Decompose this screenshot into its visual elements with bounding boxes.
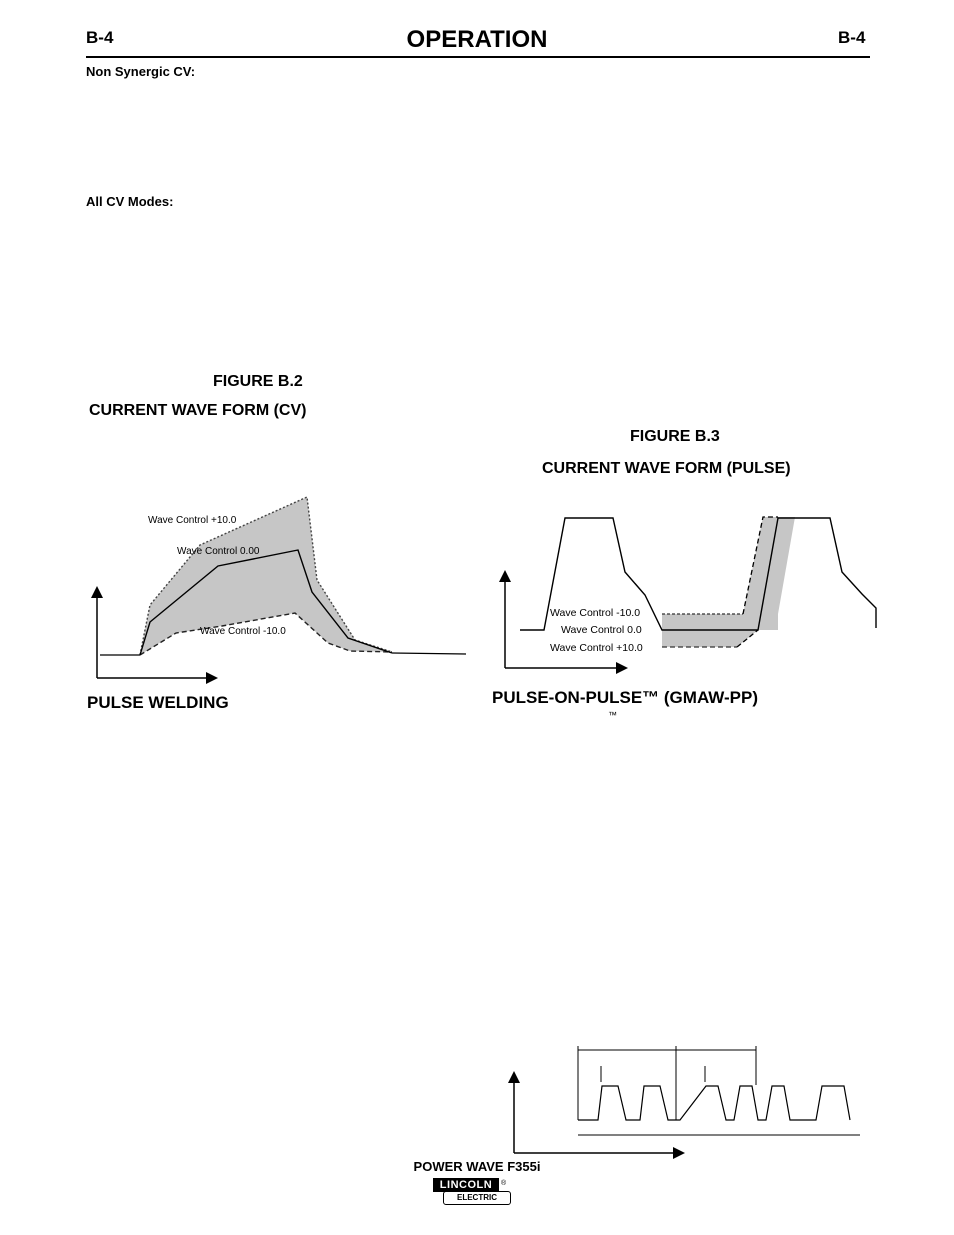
pp-waveform [578, 1086, 850, 1120]
figure-b2-label-plus: Wave Control +10.0 [148, 515, 237, 526]
page-number-right: B-4 [838, 28, 866, 47]
figure-b2-number: FIGURE B.2 [213, 373, 303, 390]
figure-b2-caption: CURRENT WAVE FORM (CV) [89, 402, 307, 419]
page-number-left: B-4 [86, 28, 114, 47]
figure-b3-caption: CURRENT WAVE FORM (PULSE) [542, 460, 791, 477]
lincoln-logo-bottom: ELECTRIC [443, 1191, 511, 1205]
figure-b3-label-plus: Wave Control +10.0 [550, 642, 643, 654]
figure-b3-number: FIGURE B.3 [630, 428, 720, 445]
section-pulse-on-pulse: PULSE-ON-PULSE™ (GMAW-PP) [492, 688, 758, 707]
figure-b3-label-minus: Wave Control -10.0 [550, 607, 641, 619]
figure-b3-label-zero: Wave Control 0.0 [561, 624, 642, 636]
section-non-synergic-cv: Non Synergic CV: [86, 64, 196, 79]
footer-model: POWER WAVE F355i [413, 1159, 541, 1174]
trademark-mark: ™ [608, 710, 617, 720]
figure-b2-label-minus: Wave Control -10.0 [200, 626, 286, 637]
page-title: OPERATION [406, 26, 548, 53]
figure-b2-label-zero: Wave Control 0.00 [177, 546, 260, 557]
section-pulse-welding: PULSE WELDING [87, 693, 229, 712]
lincoln-logo-top: LINCOLN [433, 1178, 499, 1192]
section-all-cv-modes: All CV Modes: [86, 194, 174, 209]
lincoln-logo-registered: ® [501, 1180, 507, 1187]
